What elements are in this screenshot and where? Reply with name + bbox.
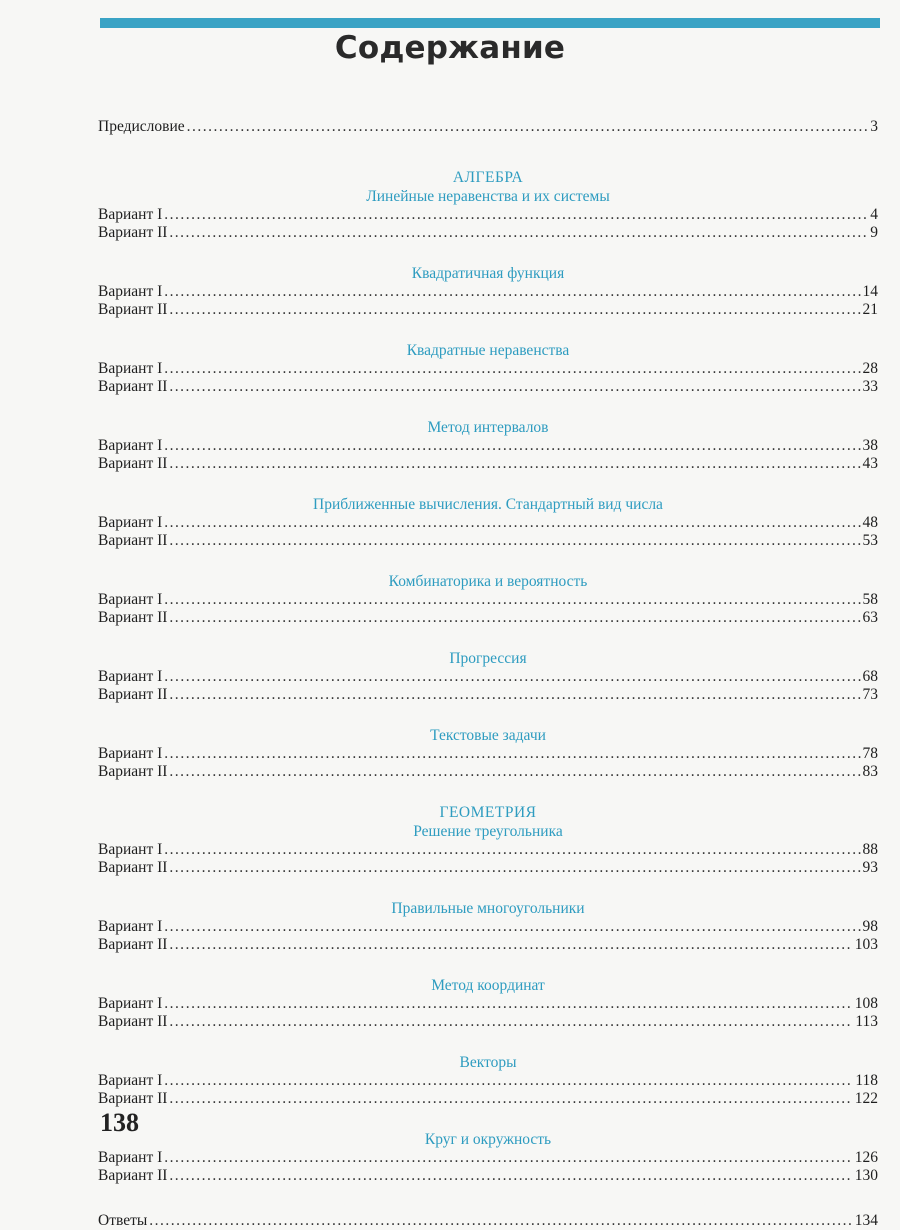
top-accent-bar — [100, 18, 880, 28]
toc-page: 63 — [862, 609, 878, 626]
dot-leader — [169, 1090, 852, 1108]
dot-leader — [169, 686, 860, 704]
toc-row[interactable] — [98, 206, 878, 224]
toc-row-preface[interactable] — [98, 118, 878, 136]
dot-leader — [164, 995, 853, 1013]
toc-row[interactable] — [98, 1072, 878, 1090]
toc-row[interactable] — [98, 918, 878, 936]
toc-row[interactable] — [98, 1090, 878, 1108]
toc-page: 53 — [862, 532, 878, 549]
toc-label: Вариант I — [98, 1072, 163, 1089]
topic-heading: Метод интервалов — [427, 419, 549, 436]
dot-leader — [164, 745, 860, 763]
dot-leader — [164, 437, 860, 455]
toc-page: 130 — [854, 1167, 878, 1184]
toc-page: 103 — [854, 936, 878, 953]
toc-row[interactable] — [98, 378, 878, 396]
toc-row[interactable] — [98, 609, 878, 627]
toc-page: 83 — [862, 763, 878, 780]
toc-page: 73 — [862, 686, 878, 703]
toc-label: Вариант I — [98, 360, 163, 377]
toc-page: 33 — [862, 378, 878, 395]
toc-page: 4 — [870, 206, 878, 223]
toc-row[interactable] — [98, 591, 878, 609]
toc-row[interactable] — [98, 532, 878, 550]
dot-leader — [169, 1167, 852, 1185]
toc-page: 98 — [862, 918, 878, 935]
dot-leader — [187, 118, 869, 136]
dot-leader — [149, 1212, 852, 1230]
toc-page: 113 — [855, 1013, 878, 1030]
section-title-geometry: ГЕОМЕТРИЯ — [439, 804, 537, 821]
toc-row[interactable] — [98, 301, 878, 319]
toc-label: Вариант I — [98, 918, 163, 935]
topic-heading: Линейные неравенства и их системы — [366, 188, 610, 205]
toc-row[interactable] — [98, 686, 878, 704]
toc-row[interactable] — [98, 1167, 878, 1185]
toc-row[interactable] — [98, 859, 878, 877]
toc-page: 28 — [862, 360, 878, 377]
toc-page: 122 — [854, 1090, 878, 1107]
toc-label: Вариант II — [98, 455, 168, 472]
toc-page: 9 — [870, 224, 878, 241]
toc-row[interactable] — [98, 360, 878, 378]
toc-row[interactable] — [98, 283, 878, 301]
topic-heading: Комбинаторика и вероятность — [388, 573, 588, 590]
dot-leader — [164, 668, 860, 686]
topic-heading: Квадратичная функция — [411, 265, 565, 282]
topic-heading: Текстовые задачи — [430, 727, 546, 744]
dot-leader — [169, 378, 860, 396]
topic-heading: Решение треугольника — [413, 823, 563, 840]
toc-label: Вариант II — [98, 301, 168, 318]
dot-leader — [164, 206, 868, 224]
dot-leader — [164, 1072, 853, 1090]
toc-label: Вариант I — [98, 668, 163, 685]
toc-page: 134 — [854, 1212, 878, 1229]
toc-label: Предисловие — [98, 118, 185, 135]
topic-heading: Метод координат — [431, 977, 545, 994]
table-of-contents — [98, 118, 878, 1230]
toc-label: Вариант I — [98, 591, 163, 608]
dot-leader — [169, 763, 860, 781]
section-title-algebra: АЛГЕБРА — [452, 169, 524, 186]
dot-leader — [169, 936, 852, 954]
toc-label: Вариант I — [98, 995, 163, 1012]
toc-page: 14 — [862, 283, 878, 300]
toc-label: Вариант I — [98, 1149, 163, 1166]
dot-leader — [164, 360, 860, 378]
toc-label: Вариант II — [98, 1013, 168, 1030]
toc-page: 21 — [862, 301, 878, 318]
dot-leader — [164, 918, 860, 936]
toc-label: Вариант I — [98, 437, 163, 454]
toc-label: Вариант II — [98, 1090, 168, 1107]
toc-page: 88 — [862, 841, 878, 858]
dot-leader — [169, 532, 860, 550]
toc-row[interactable] — [98, 841, 878, 859]
toc-label: Вариант II — [98, 1167, 168, 1184]
toc-page: 78 — [862, 745, 878, 762]
topic-heading: Круг и окружность — [424, 1131, 552, 1148]
toc-row[interactable] — [98, 437, 878, 455]
toc-label: Вариант II — [98, 686, 168, 703]
toc-page: 68 — [862, 668, 878, 685]
dot-leader — [169, 859, 860, 877]
toc-label: Вариант II — [98, 936, 168, 953]
toc-row[interactable] — [98, 763, 878, 781]
toc-label: Вариант II — [98, 532, 168, 549]
toc-label: Вариант I — [98, 745, 163, 762]
toc-label: Вариант II — [98, 224, 168, 241]
dot-leader — [169, 224, 868, 242]
toc-row[interactable] — [98, 514, 878, 532]
toc-row[interactable] — [98, 224, 878, 242]
toc-page: 43 — [862, 455, 878, 472]
toc-label: Вариант II — [98, 763, 168, 780]
dot-leader — [169, 609, 860, 627]
topic-heading: Векторы — [459, 1054, 517, 1071]
dot-leader — [169, 1013, 853, 1031]
topic-heading: Правильные многоугольники — [391, 900, 585, 917]
dot-leader — [164, 514, 860, 532]
toc-page: 58 — [862, 591, 878, 608]
topic-heading: Квадратные неравенства — [406, 342, 570, 359]
toc-label: Вариант I — [98, 206, 163, 223]
toc-page: 3 — [870, 118, 878, 135]
dot-leader — [164, 841, 860, 859]
dot-leader — [169, 455, 860, 473]
toc-label: Вариант I — [98, 514, 163, 531]
page-title: Содержание — [334, 30, 566, 66]
toc-row[interactable] — [98, 1013, 878, 1031]
toc-page: 118 — [855, 1072, 878, 1089]
dot-leader — [164, 591, 860, 609]
topic-heading: Прогрессия — [449, 650, 527, 667]
toc-row[interactable] — [98, 745, 878, 763]
dot-leader — [164, 1149, 853, 1167]
toc-row[interactable] — [98, 936, 878, 954]
toc-label: Вариант II — [98, 859, 168, 876]
toc-row[interactable] — [98, 995, 878, 1013]
dot-leader — [169, 301, 860, 319]
toc-page: 38 — [862, 437, 878, 454]
page-number: 138 — [100, 1108, 139, 1137]
toc-label: Вариант I — [98, 841, 163, 858]
toc-row[interactable] — [98, 668, 878, 686]
toc-label: Ответы — [98, 1212, 148, 1229]
toc-row[interactable] — [98, 1149, 878, 1167]
dot-leader — [164, 283, 860, 301]
toc-row[interactable] — [98, 455, 878, 473]
toc-page: 48 — [862, 514, 878, 531]
toc-label: Вариант II — [98, 378, 168, 395]
toc-label: Вариант II — [98, 609, 168, 626]
toc-page: 126 — [854, 1149, 878, 1166]
toc-label: Вариант I — [98, 283, 163, 300]
topic-heading: Приближенные вычисления. Стандартный вид числа — [313, 496, 663, 513]
toc-page: 108 — [854, 995, 878, 1012]
toc-page: 93 — [862, 859, 878, 876]
toc-row-answers[interactable] — [98, 1212, 878, 1230]
